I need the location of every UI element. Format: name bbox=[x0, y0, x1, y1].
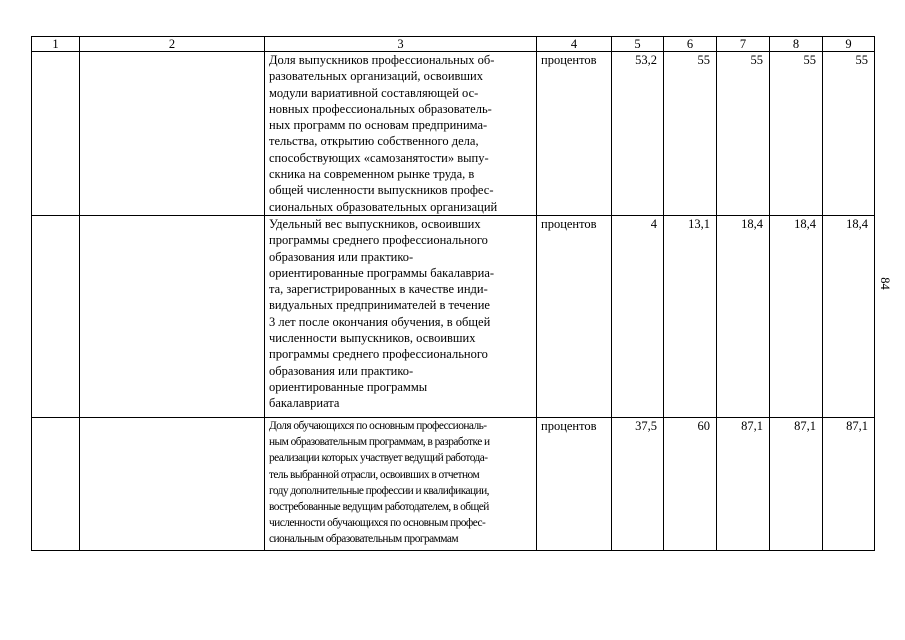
description-line: образования или практико- bbox=[269, 363, 414, 378]
description-line: Доля выпускников профессиональных об- bbox=[269, 53, 495, 67]
description-line: сиональным образовательным программам bbox=[269, 533, 459, 546]
value-cell: 55 bbox=[823, 52, 875, 216]
column-header: 8 bbox=[770, 37, 823, 52]
description-line: тель выбранной отрасли, освоивших в отчетном bbox=[269, 468, 480, 481]
value-cell: 87,1 bbox=[717, 417, 770, 550]
column-header: 2 bbox=[80, 37, 265, 52]
value-cell: 60 bbox=[664, 417, 717, 550]
indicator-description bbox=[265, 417, 537, 550]
description-line: программы среднего профессионального bbox=[269, 233, 488, 248]
unit-cell: процентов bbox=[537, 417, 612, 550]
description-line: бакалавриата bbox=[269, 396, 340, 411]
description-line: востребованные ведущим работодателем, в общей bbox=[269, 500, 489, 513]
description-line: ных программ по основам предпринима- bbox=[269, 118, 488, 133]
empty-cell bbox=[32, 215, 80, 417]
description-line: тельства, открытию собственного дела, bbox=[269, 134, 479, 149]
table-row bbox=[32, 215, 875, 417]
description-line: ориентированные программы bbox=[269, 379, 428, 394]
value-cell: 18,4 bbox=[823, 215, 875, 417]
value-cell: 87,1 bbox=[823, 417, 875, 550]
description-line: новных профессиональных образователь- bbox=[269, 101, 492, 116]
description-line: Доля обучающихся по основным профессиональ- bbox=[269, 419, 487, 432]
column-number-row bbox=[32, 37, 875, 52]
empty-cell bbox=[80, 52, 265, 216]
value-cell: 55 bbox=[664, 52, 717, 216]
unit-cell: процентов bbox=[537, 215, 612, 417]
description-line: численности обучающихся по основным профес- bbox=[269, 517, 486, 530]
indicator-description bbox=[265, 52, 537, 216]
value-cell: 4 bbox=[612, 215, 664, 417]
column-header: 3 bbox=[265, 37, 537, 52]
description-line: способствующих «самозанятости» выпу- bbox=[269, 150, 489, 165]
description-line: ориентированные программы бакалавриа- bbox=[269, 265, 495, 280]
unit-cell: процентов bbox=[537, 52, 612, 216]
table-row bbox=[32, 417, 875, 550]
column-header: 5 bbox=[612, 37, 664, 52]
column-header: 7 bbox=[717, 37, 770, 52]
description-line: году дополнительные профессии и квалификации, bbox=[269, 484, 489, 497]
description-line: скника на современном рынке труда, в bbox=[269, 167, 475, 182]
description-line: сиональных образовательных организаций bbox=[269, 199, 498, 214]
value-cell: 13,1 bbox=[664, 215, 717, 417]
value-cell: 87,1 bbox=[770, 417, 823, 550]
empty-cell bbox=[32, 52, 80, 216]
description-line: Удельный вес выпускников, освоивших bbox=[269, 216, 481, 231]
value-cell: 18,4 bbox=[770, 215, 823, 417]
description-line: общей численности выпускников профес- bbox=[269, 183, 494, 198]
column-header: 4 bbox=[537, 37, 612, 52]
indicator-description bbox=[265, 215, 537, 417]
description-line: реализации которых участвует ведущий работода- bbox=[269, 452, 488, 465]
empty-cell bbox=[80, 215, 265, 417]
description-line: видуальных предпринимателей в течение bbox=[269, 298, 490, 313]
indicator-table bbox=[31, 36, 875, 551]
empty-cell bbox=[80, 417, 265, 550]
description-line: численности выпускников, освоивших bbox=[269, 331, 476, 346]
description-line: модули вариативной составляющей ос- bbox=[269, 85, 479, 100]
column-header: 6 bbox=[664, 37, 717, 52]
value-cell: 37,5 bbox=[612, 417, 664, 550]
description-line: та, зарегистрированных в качестве инди- bbox=[269, 282, 488, 297]
empty-cell bbox=[32, 417, 80, 550]
description-line: образования или практико- bbox=[269, 249, 414, 264]
description-line: 3 лет после окончания обучения, в общей bbox=[269, 314, 491, 329]
table-row bbox=[32, 52, 875, 216]
value-cell: 55 bbox=[770, 52, 823, 216]
page-number: 84 bbox=[877, 277, 892, 290]
description-line: программы среднего профессионального bbox=[269, 347, 488, 362]
value-cell: 18,4 bbox=[717, 215, 770, 417]
value-cell: 55 bbox=[717, 52, 770, 216]
column-header: 9 bbox=[823, 37, 875, 52]
description-line: ным образовательным программам, в разработке и bbox=[269, 436, 490, 449]
value-cell: 53,2 bbox=[612, 52, 664, 216]
description-line: разовательных организаций, освоивших bbox=[269, 69, 483, 84]
column-header: 1 bbox=[32, 37, 80, 52]
